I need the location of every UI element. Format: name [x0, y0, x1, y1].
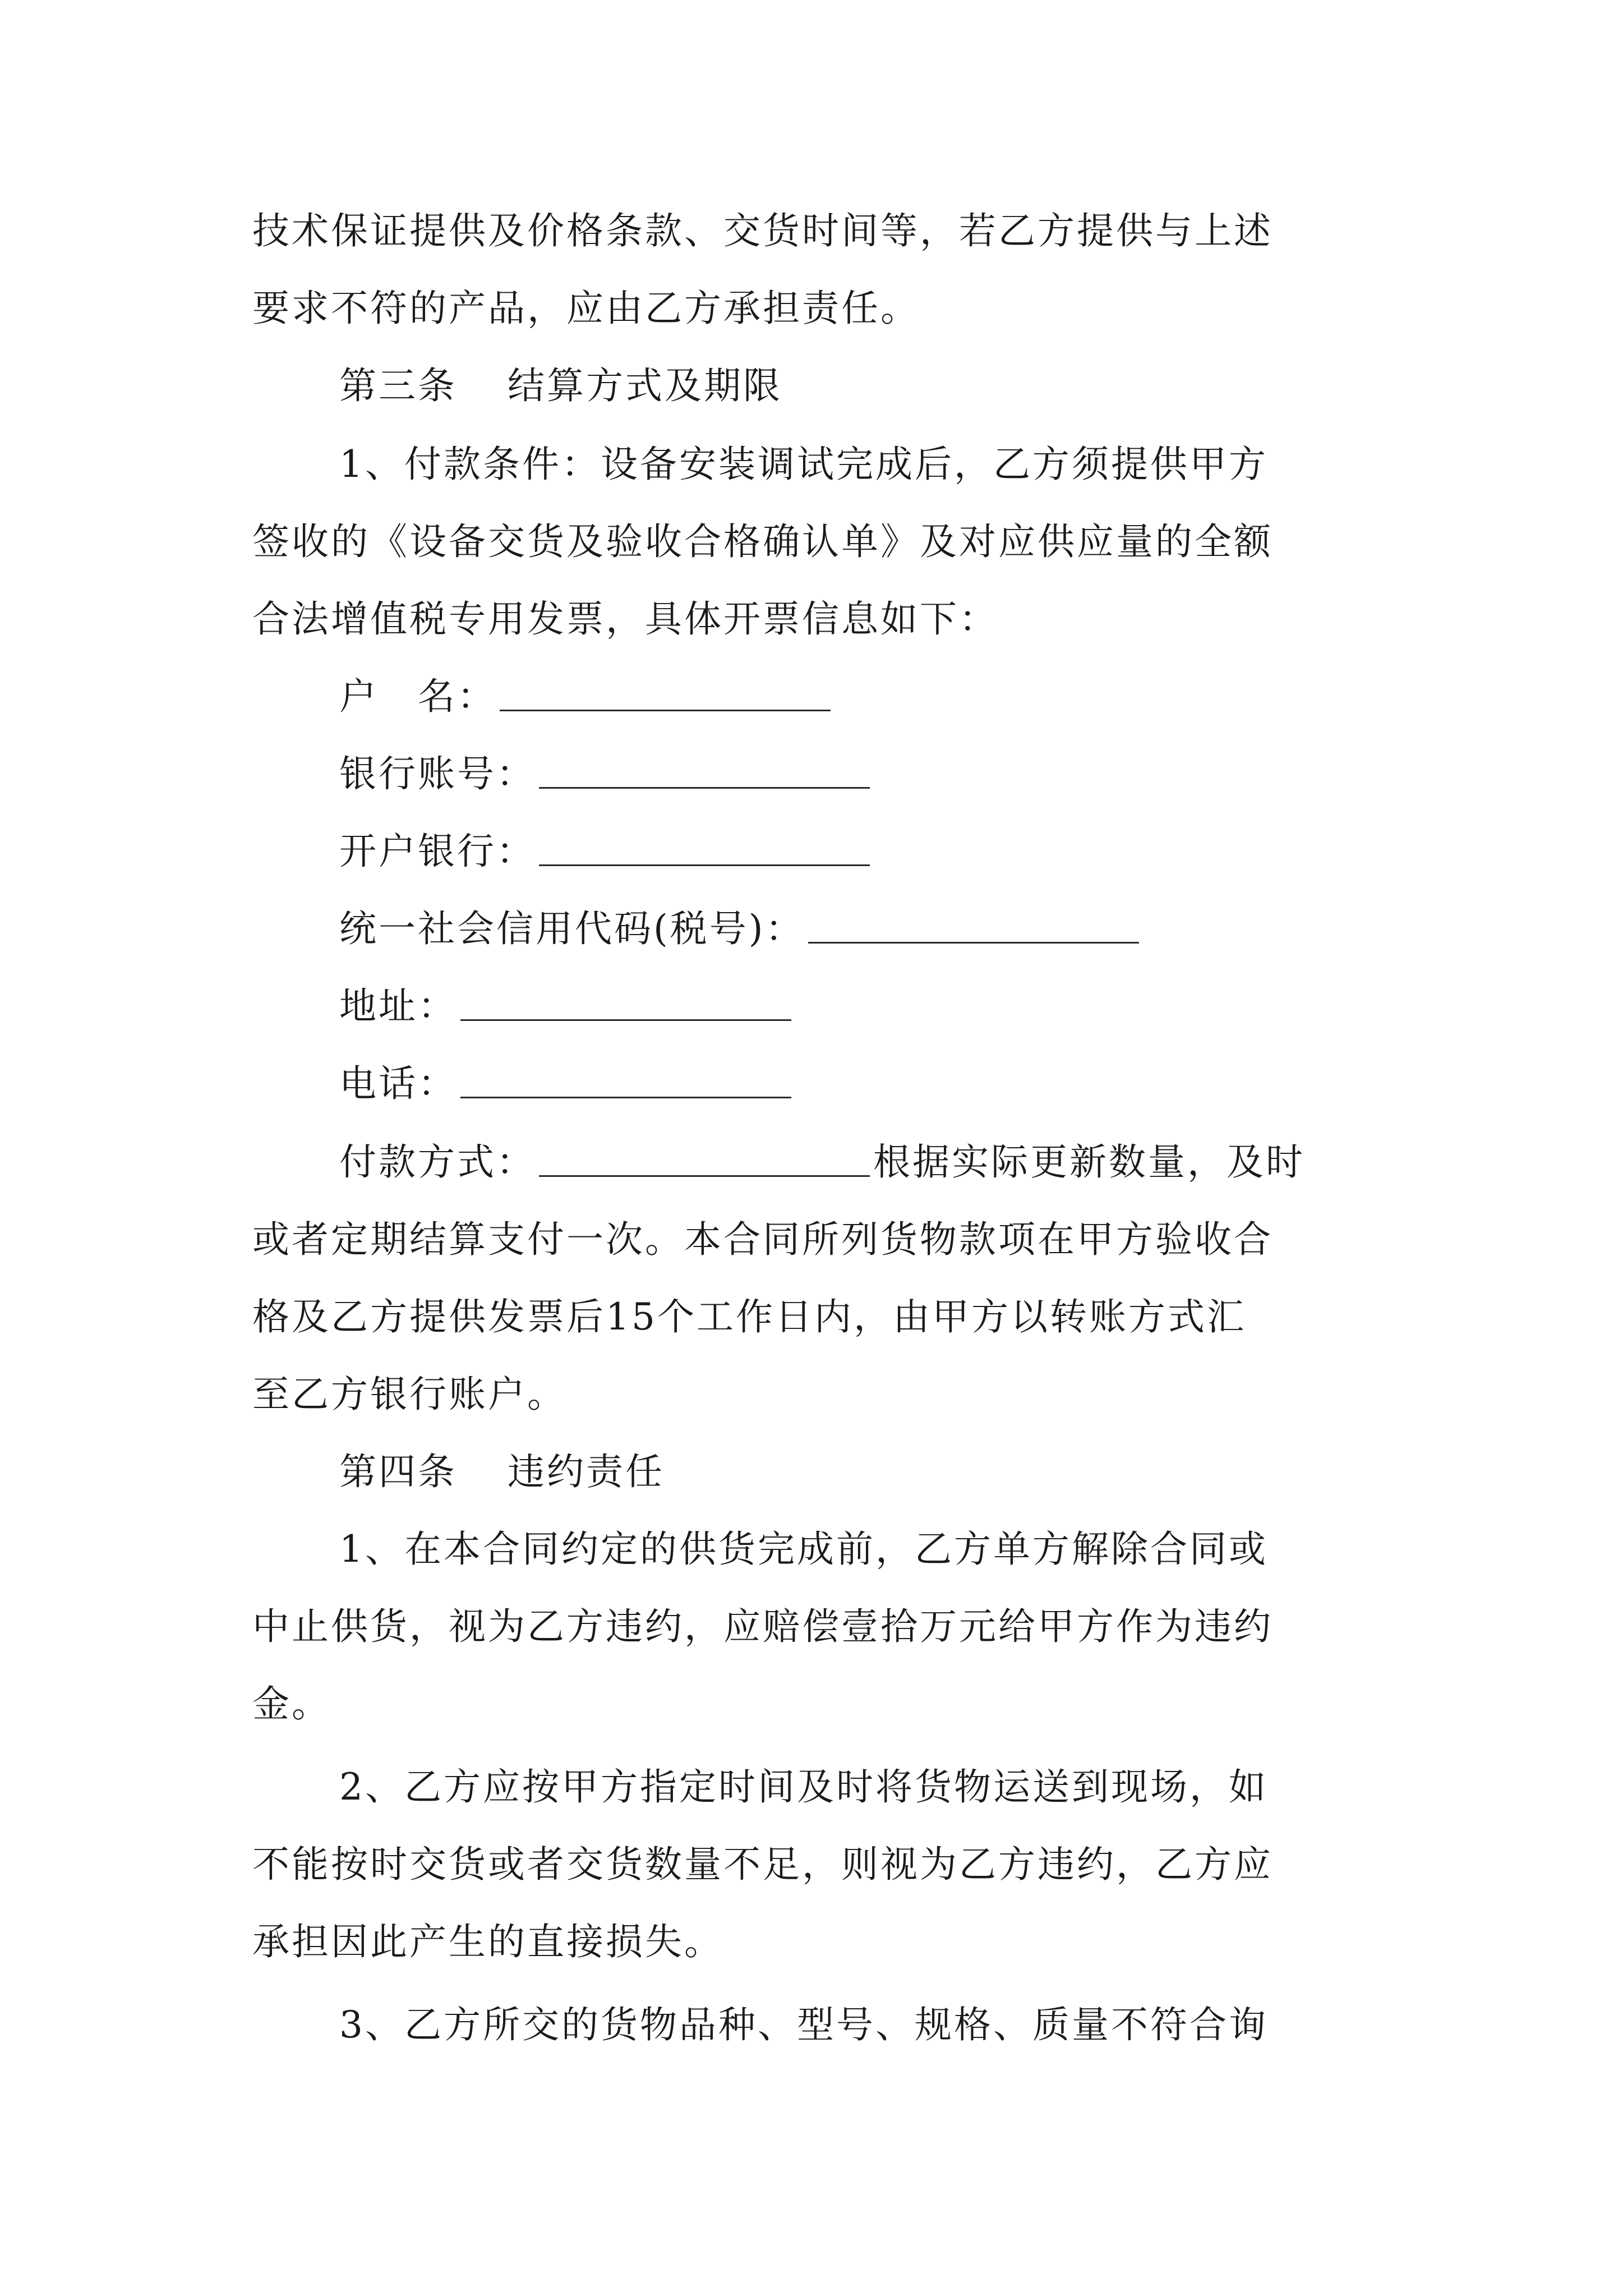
- fill-in-blank: [460, 1094, 791, 1098]
- paragraph-line: 2、乙方应按甲方指定时间及时将货物运送到现场，如: [339, 1765, 1268, 1809]
- paragraph-line: 或者定期结算支付一次。本合同所列货物款项在甲方验收合: [252, 1218, 1273, 1261]
- article-4-heading: [339, 1438, 1472, 1506]
- paragraph-line: 至乙方银行账户。: [252, 1373, 566, 1416]
- field-label: 统一社会信用代码(税号)：: [339, 907, 805, 950]
- paragraph-line: 3、乙方所交的货物品种、型号、规格、质量不符合询: [339, 2003, 1268, 2046]
- fill-in-blank: [539, 1173, 870, 1177]
- invoice-field-account-name: [339, 663, 1472, 730]
- fill-in-blank: [539, 862, 870, 866]
- paragraph-line: 要求不符的产品，应由乙方承担责任。: [252, 287, 920, 330]
- paragraph-line: 签收的《设备交货及验收合格确认单》及对应供应量的全额: [252, 520, 1273, 563]
- field-label: 户 名：: [339, 675, 496, 718]
- payment-method-line: [339, 1129, 1472, 1196]
- field-label: 开户银行：: [339, 830, 536, 873]
- fill-in-blank: [808, 940, 1139, 944]
- article-title: 结算方式及期限: [508, 364, 782, 407]
- article-number: 第三条: [339, 364, 457, 407]
- invoice-field-address: [339, 973, 1472, 1040]
- article-number: 第四条: [339, 1450, 457, 1493]
- fill-in-blank: [500, 707, 831, 711]
- paragraph-line: 1、在本合同约定的供货完成前，乙方单方解除合同或: [339, 1527, 1268, 1571]
- fill-in-blank: [460, 1017, 791, 1021]
- paragraph-line: 1、付款条件：设备安装调试完成后，乙方须提供甲方: [339, 443, 1268, 486]
- field-label: 地址：: [339, 984, 457, 1028]
- invoice-field-bank-name: [339, 818, 1472, 885]
- invoice-field-phone: [339, 1050, 1472, 1117]
- article-3-heading: [339, 352, 1472, 420]
- paragraph-line: 格及乙方提供发票后15个工作日内，由甲方以转账方式汇: [252, 1295, 1246, 1338]
- fill-in-blank: [539, 785, 870, 789]
- invoice-field-credit-code: [339, 895, 1472, 963]
- payment-text: 根据实际更新数量，及时: [873, 1140, 1305, 1184]
- field-label: 银行账号：: [339, 752, 536, 795]
- paragraph-line: 金。: [252, 1682, 331, 1726]
- field-label: 电话：: [339, 1062, 457, 1105]
- paragraph-line: 承担因此产生的直接损失。: [252, 1920, 723, 1963]
- field-label: 付款方式：: [339, 1140, 536, 1184]
- paragraph-line: 技术保证提供及价格条款、交货时间等，若乙方提供与上述: [252, 209, 1273, 252]
- paragraph-line: 中止供货，视为乙方违约，应赔偿壹拾万元给甲方作为违约: [252, 1605, 1273, 1648]
- paragraph-line: 不能按时交货或者交货数量不足，则视为乙方违约，乙方应: [252, 1843, 1273, 1886]
- invoice-field-bank-account: [339, 740, 1472, 808]
- paragraph-line: 合法增值税专用发票，具体开票信息如下：: [252, 597, 998, 641]
- article-title: 违约责任: [508, 1450, 665, 1493]
